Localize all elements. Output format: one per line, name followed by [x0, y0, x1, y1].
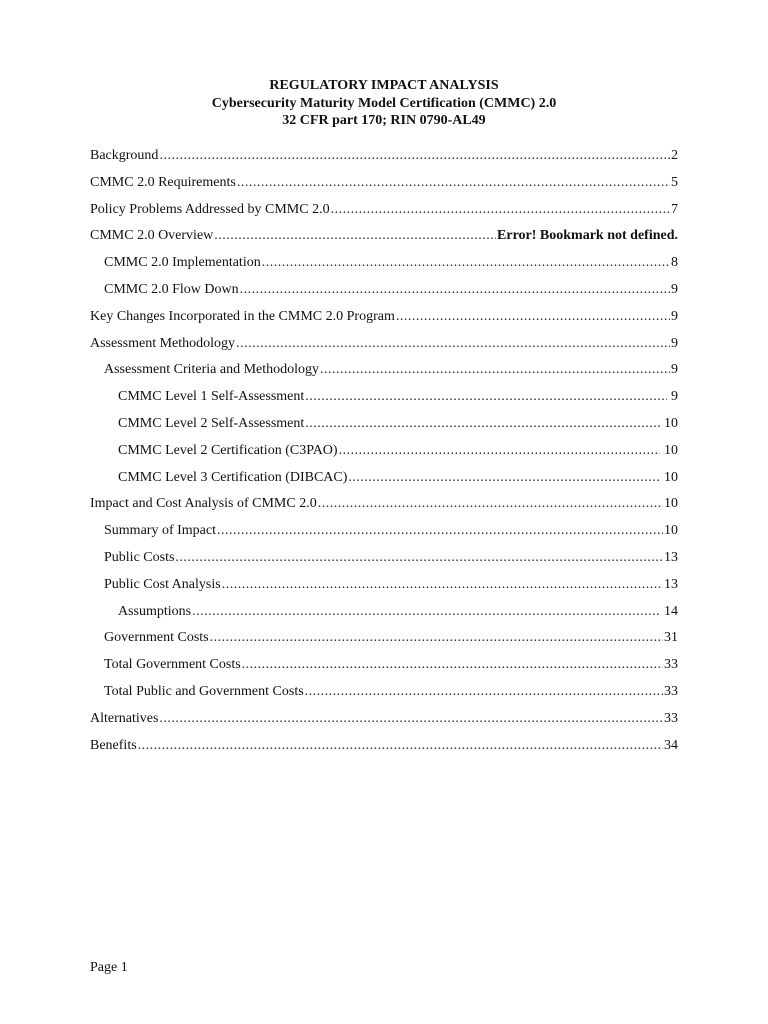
toc-dot-leader — [217, 521, 663, 541]
toc-entry-page: 10 — [664, 523, 678, 539]
toc-entry-page: 9 — [671, 362, 678, 378]
toc-entry-title: Total Government Costs — [104, 657, 241, 673]
toc-entry-page: 2 — [671, 148, 678, 163]
toc-entry-title: CMMC 2.0 Requirements — [90, 174, 236, 190]
toc-entry-page: Error! Bookmark not defined. — [497, 228, 678, 244]
toc-entry[interactable] — [90, 280, 678, 307]
title-block — [0, 77, 768, 130]
toc-entry[interactable] — [90, 360, 678, 387]
toc-entry-title: Assessment Methodology — [90, 335, 236, 351]
toc-entry-page: 5 — [671, 174, 678, 190]
toc-entry-title: Assessment Criteria and Methodology — [104, 362, 320, 378]
toc-entry[interactable] — [90, 146, 678, 173]
toc-entry-title: CMMC 2.0 Overview — [90, 228, 214, 244]
toc-entry-title: Assumptions — [118, 603, 192, 619]
document-title: REGULATORY IMPACT ANALYSIS — [269, 78, 499, 93]
toc-entry[interactable] — [90, 334, 678, 361]
toc-entry-title: Government Costs — [104, 630, 209, 646]
toc-entry-page: 10 — [664, 415, 678, 431]
toc-entry-page: 33 — [664, 657, 678, 673]
toc-dot-leader — [396, 307, 670, 327]
toc-entry-page: 10 — [664, 469, 678, 485]
toc-entry[interactable] — [90, 682, 678, 709]
toc-entry-page: 10 — [664, 496, 678, 512]
toc-entry-title: CMMC 2.0 Implementation — [104, 255, 261, 271]
toc-entry[interactable] — [90, 655, 678, 682]
toc-entry-page: 9 — [671, 281, 678, 297]
toc-entry[interactable] — [90, 709, 678, 736]
toc-entry-title: Summary of Impact — [104, 523, 216, 539]
toc-entry[interactable] — [90, 736, 678, 763]
toc-entry-title: Background — [90, 148, 159, 163]
toc-entry-title: Key Changes Incorporated in the CMMC 2.0 Program — [90, 308, 395, 324]
toc-dot-leader — [237, 173, 670, 193]
toc-entry[interactable] — [90, 602, 678, 629]
toc-entry-page: 33 — [664, 710, 678, 726]
toc-entry[interactable] — [90, 548, 678, 575]
toc-entry-title: Public Cost Analysis — [104, 576, 221, 592]
toc-entry-title: CMMC Level 1 Self-Assessment — [118, 389, 305, 405]
toc-entry-page: 9 — [671, 308, 678, 324]
toc-entry[interactable] — [90, 521, 678, 548]
toc-entry[interactable] — [90, 226, 678, 253]
toc-dot-leader — [159, 146, 670, 166]
toc-entry[interactable] — [90, 387, 678, 414]
toc-dot-leader — [159, 709, 663, 729]
toc-dot-leader — [214, 226, 496, 246]
toc-entry-page: 9 — [671, 335, 678, 351]
toc-entry[interactable] — [90, 173, 678, 200]
toc-dot-leader — [305, 414, 660, 434]
toc-dot-leader — [262, 253, 670, 273]
toc-dot-leader — [331, 200, 670, 220]
toc-entry-page: 10 — [664, 442, 678, 458]
toc-entry-page: 13 — [664, 549, 678, 565]
toc-dot-leader — [222, 575, 663, 595]
toc-entry-title: Total Public and Government Costs — [104, 683, 304, 699]
toc-entry-page: 33 — [664, 683, 678, 699]
toc-dot-leader — [192, 602, 660, 622]
toc-entry-page: 8 — [671, 255, 678, 271]
toc-dot-leader — [318, 494, 663, 514]
document-citation: 32 CFR part 170; RIN 0790-AL49 — [282, 113, 486, 128]
toc-entry-page: 34 — [664, 737, 678, 753]
toc-dot-leader — [339, 441, 660, 461]
toc-entry-title: CMMC Level 3 Certification (DIBCAC) — [118, 469, 348, 485]
document-subtitle: Cybersecurity Maturity Model Certification (CMMC) 2.0 — [211, 95, 557, 111]
toc-entry-page: 31 — [664, 630, 678, 646]
toc-entry-title: CMMC 2.0 Flow Down — [104, 281, 239, 297]
toc-dot-leader — [242, 655, 663, 675]
toc-entry-page: 13 — [664, 576, 678, 592]
toc-entry-page: 9 — [671, 389, 678, 405]
toc-entry-title: CMMC Level 2 Self-Assessment — [118, 415, 305, 431]
toc-entry[interactable] — [90, 253, 678, 280]
toc-entry-title: Impact and Cost Analysis of CMMC 2.0 — [90, 496, 317, 512]
toc-entry[interactable] — [90, 628, 678, 655]
toc-dot-leader — [175, 548, 663, 568]
toc-entry-title: Policy Problems Addressed by CMMC 2.0 — [90, 201, 330, 217]
toc-entry[interactable] — [90, 494, 678, 521]
toc-entry-page: 7 — [671, 201, 678, 217]
toc-dot-leader — [305, 682, 663, 702]
toc-entry[interactable] — [90, 307, 678, 334]
toc-entry-title: CMMC Level 2 Certification (C3PAO) — [118, 442, 338, 458]
toc-entry-title: Public Costs — [104, 549, 175, 565]
toc-dot-leader — [240, 280, 670, 300]
table-of-contents — [90, 146, 678, 762]
toc-entry[interactable] — [90, 575, 678, 602]
toc-entry[interactable] — [90, 441, 678, 468]
toc-dot-leader — [236, 334, 670, 354]
toc-entry[interactable] — [90, 200, 678, 227]
toc-dot-leader — [348, 468, 660, 488]
toc-entry-page: 14 — [664, 603, 678, 619]
toc-entry-title: Benefits — [90, 737, 137, 753]
toc-dot-leader — [305, 387, 667, 407]
page-number: Page 1 — [90, 960, 128, 975]
toc-dot-leader — [210, 628, 663, 648]
toc-dot-leader — [138, 736, 663, 756]
toc-entry-title: Alternatives — [90, 710, 159, 726]
toc-entry[interactable] — [90, 414, 678, 441]
toc-entry[interactable] — [90, 468, 678, 495]
toc-dot-leader — [320, 360, 670, 380]
page-footer — [90, 960, 128, 976]
